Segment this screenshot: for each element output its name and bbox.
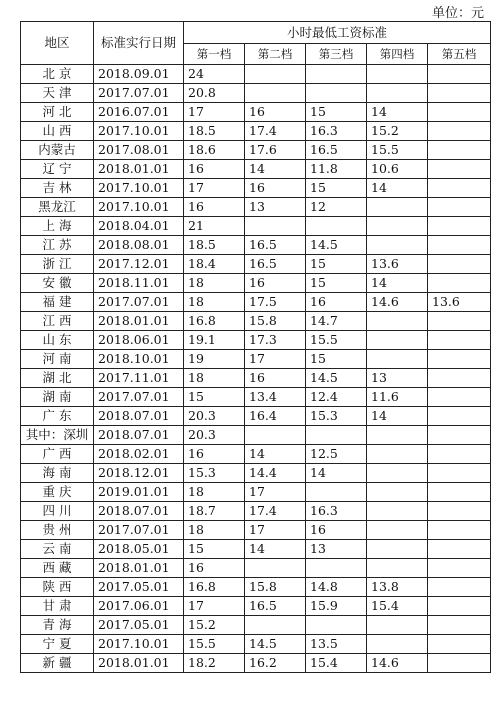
- region-cell: 福 建: [21, 293, 94, 312]
- unit-label: 单位：元: [431, 6, 484, 21]
- tier-3-cell: 16.3: [306, 122, 367, 141]
- date-cell: 2018.01.01: [94, 160, 184, 179]
- tier-1-cell: 20.3: [184, 426, 245, 445]
- region-cell: 云 南: [21, 540, 94, 559]
- region-cell: 黑龙江: [21, 198, 94, 217]
- region-cell: 吉 林: [21, 179, 94, 198]
- tier-1-cell: 16.8: [184, 312, 245, 331]
- tier-5-cell: [428, 426, 491, 445]
- tier-4-cell: [367, 236, 428, 255]
- tier-2-cell: 17.6: [245, 141, 306, 160]
- tier-1-cell: 16: [184, 198, 245, 217]
- date-cell: 2017.11.01: [94, 369, 184, 388]
- table-row: [21, 331, 491, 350]
- tier-1-cell: 19: [184, 350, 245, 369]
- table-row: [21, 407, 491, 426]
- tier-3-cell: 13: [306, 540, 367, 559]
- tier-2-cell: [245, 84, 306, 103]
- tier-2-cell: 14: [245, 540, 306, 559]
- tier-4-cell: [367, 635, 428, 654]
- table-row: [21, 198, 491, 217]
- tier-5-cell: [428, 616, 491, 635]
- region-cell: 辽 宁: [21, 160, 94, 179]
- tier-5-cell: [428, 103, 491, 122]
- table-row: [21, 350, 491, 369]
- table-row: [21, 84, 491, 103]
- date-cell: 2018.07.01: [94, 426, 184, 445]
- tier-3-cell: [306, 616, 367, 635]
- tier-5-cell: [428, 236, 491, 255]
- tier-3-cell: 16: [306, 293, 367, 312]
- tier-2-cell: 16: [245, 103, 306, 122]
- region-cell: 贵 州: [21, 521, 94, 540]
- date-cell: 2017.10.01: [94, 198, 184, 217]
- table-row: [21, 578, 491, 597]
- tier-5-cell: [428, 274, 491, 293]
- region-cell: 广 西: [21, 445, 94, 464]
- tier-4-cell: 15.4: [367, 597, 428, 616]
- tier-5-cell: [428, 502, 491, 521]
- tier-1-cell: 17: [184, 103, 245, 122]
- table-row: [21, 312, 491, 331]
- table-row: [21, 540, 491, 559]
- tier-4-cell: [367, 616, 428, 635]
- tier-1-cell: 18.6: [184, 141, 245, 160]
- date-cell: 2018.06.01: [94, 331, 184, 350]
- tier-2-cell: 15.8: [245, 578, 306, 597]
- date-cell: 2017.07.01: [94, 293, 184, 312]
- table-row: [21, 426, 491, 445]
- region-cell: 重 庆: [21, 483, 94, 502]
- tier-1-cell: 18: [184, 483, 245, 502]
- tier-4-cell: 13.6: [367, 255, 428, 274]
- tier-1-cell: 18: [184, 369, 245, 388]
- tier-3-cell: [306, 559, 367, 578]
- date-cell: 2018.11.01: [94, 274, 184, 293]
- table-row: [21, 122, 491, 141]
- region-cell: 安 徽: [21, 274, 94, 293]
- hourly-minimum-wage-table: [20, 21, 491, 673]
- tier-1-cell: 21: [184, 217, 245, 236]
- tier-3-cell: 15.9: [306, 597, 367, 616]
- tier-5-cell: [428, 350, 491, 369]
- tier-2-cell: [245, 616, 306, 635]
- region-cell: 湖 北: [21, 369, 94, 388]
- tier-5-cell: [428, 312, 491, 331]
- tier-1-cell: 15.5: [184, 635, 245, 654]
- tier-2-cell: 15.8: [245, 312, 306, 331]
- tier-4-cell: 11.6: [367, 388, 428, 407]
- tier-5-cell: [428, 597, 491, 616]
- date-cell: 2018.04.01: [94, 217, 184, 236]
- date-cell: 2018.05.01: [94, 540, 184, 559]
- date-cell: 2018.07.01: [94, 407, 184, 426]
- tier-5-cell: [428, 407, 491, 426]
- tier-3-cell: 14: [306, 464, 367, 483]
- tier-2-cell: 17: [245, 350, 306, 369]
- tier-5-cell: [428, 578, 491, 597]
- tier-5-cell: [428, 635, 491, 654]
- tier-5-cell: [428, 65, 491, 84]
- tier-1-cell: 16.8: [184, 578, 245, 597]
- tier-2-cell: 14.5: [245, 635, 306, 654]
- date-cell: 2018.01.01: [94, 654, 184, 673]
- tier-1-cell: 24: [184, 65, 245, 84]
- tier-3-cell: 12: [306, 198, 367, 217]
- tier-5-cell: [428, 198, 491, 217]
- date-cell: 2018.07.01: [94, 502, 184, 521]
- date-cell: 2018.08.01: [94, 236, 184, 255]
- tier-3-cell: [306, 217, 367, 236]
- date-cell: 2016.07.01: [94, 103, 184, 122]
- tier-5-cell: [428, 217, 491, 236]
- date-cell: 2017.07.01: [94, 521, 184, 540]
- region-cell: 其中：深圳: [21, 426, 94, 445]
- tier-2-cell: 16.5: [245, 255, 306, 274]
- tier-4-cell: 14: [367, 179, 428, 198]
- tier-5-cell: [428, 255, 491, 274]
- tier-4-cell: [367, 217, 428, 236]
- tier-4-cell: 14: [367, 407, 428, 426]
- tier-5-cell: [428, 521, 491, 540]
- tier-1-cell: 18: [184, 293, 245, 312]
- region-cell: 四 川: [21, 502, 94, 521]
- tier-1-cell: 18.2: [184, 654, 245, 673]
- tier-2-cell: 16.2: [245, 654, 306, 673]
- tier-2-cell: 17.4: [245, 122, 306, 141]
- tier-1-cell: 16: [184, 160, 245, 179]
- table-row: [21, 483, 491, 502]
- region-cell: 河 南: [21, 350, 94, 369]
- tier-5-cell: [428, 540, 491, 559]
- tier-4-cell: [367, 521, 428, 540]
- tier-5-cell: [428, 84, 491, 103]
- tier-4-cell: [367, 198, 428, 217]
- tier-4-cell: 14: [367, 274, 428, 293]
- tier-5-cell: [428, 160, 491, 179]
- region-cell: 上 海: [21, 217, 94, 236]
- header-tier-2: 第二档: [245, 44, 306, 65]
- tier-2-cell: [245, 559, 306, 578]
- tier-2-cell: 16.5: [245, 236, 306, 255]
- table-row: [21, 445, 491, 464]
- table-row: [21, 388, 491, 407]
- tier-4-cell: 13: [367, 369, 428, 388]
- tier-3-cell: 16: [306, 521, 367, 540]
- tier-4-cell: 13.8: [367, 578, 428, 597]
- tier-4-cell: [367, 464, 428, 483]
- tier-1-cell: 18.7: [184, 502, 245, 521]
- table-row: [21, 654, 491, 673]
- tier-1-cell: 18: [184, 274, 245, 293]
- region-cell: 江 苏: [21, 236, 94, 255]
- tier-2-cell: 17: [245, 483, 306, 502]
- tier-3-cell: 14.7: [306, 312, 367, 331]
- tier-3-cell: [306, 65, 367, 84]
- table-row: [21, 179, 491, 198]
- date-cell: 2018.12.01: [94, 464, 184, 483]
- tier-1-cell: 17: [184, 179, 245, 198]
- tier-4-cell: [367, 559, 428, 578]
- tier-2-cell: [245, 65, 306, 84]
- tier-3-cell: [306, 483, 367, 502]
- tier-3-cell: [306, 84, 367, 103]
- tier-3-cell: 13.5: [306, 635, 367, 654]
- tier-3-cell: 15: [306, 255, 367, 274]
- date-cell: 2018.02.01: [94, 445, 184, 464]
- table-row: [21, 103, 491, 122]
- region-cell: 北 京: [21, 65, 94, 84]
- tier-4-cell: 15.5: [367, 141, 428, 160]
- tier-2-cell: 17: [245, 521, 306, 540]
- tier-1-cell: 15.2: [184, 616, 245, 635]
- tier-3-cell: 12.5: [306, 445, 367, 464]
- tier-4-cell: [367, 426, 428, 445]
- table-row: [21, 502, 491, 521]
- tier-4-cell: 10.6: [367, 160, 428, 179]
- region-cell: 山 东: [21, 331, 94, 350]
- region-cell: 湖 南: [21, 388, 94, 407]
- tier-4-cell: [367, 350, 428, 369]
- tier-4-cell: [367, 483, 428, 502]
- tier-2-cell: 16: [245, 179, 306, 198]
- table-row: [21, 293, 491, 312]
- tier-3-cell: 15.5: [306, 331, 367, 350]
- tier-3-cell: 15: [306, 179, 367, 198]
- region-cell: 新 疆: [21, 654, 94, 673]
- tier-5-cell: [428, 369, 491, 388]
- table-row: [21, 616, 491, 635]
- date-cell: 2017.06.01: [94, 597, 184, 616]
- date-cell: 2017.05.01: [94, 616, 184, 635]
- date-cell: 2018.10.01: [94, 350, 184, 369]
- tier-2-cell: 17.5: [245, 293, 306, 312]
- tier-2-cell: 13: [245, 198, 306, 217]
- tier-2-cell: 13.4: [245, 388, 306, 407]
- tier-3-cell: 14.5: [306, 236, 367, 255]
- tier-1-cell: 18: [184, 521, 245, 540]
- region-cell: 海 南: [21, 464, 94, 483]
- header-tier-3: 第三档: [306, 44, 367, 65]
- tier-4-cell: [367, 65, 428, 84]
- tier-2-cell: 14.4: [245, 464, 306, 483]
- tier-5-cell: [428, 559, 491, 578]
- tier-1-cell: 15: [184, 388, 245, 407]
- tier-1-cell: 18.4: [184, 255, 245, 274]
- date-cell: 2017.10.01: [94, 122, 184, 141]
- tier-5-cell: [428, 331, 491, 350]
- tier-5-cell: [428, 654, 491, 673]
- tier-1-cell: 20.3: [184, 407, 245, 426]
- region-cell: 陕 西: [21, 578, 94, 597]
- tier-4-cell: 14: [367, 103, 428, 122]
- tier-1-cell: 17: [184, 597, 245, 616]
- tier-4-cell: [367, 312, 428, 331]
- tier-3-cell: [306, 426, 367, 445]
- tier-1-cell: 16: [184, 559, 245, 578]
- tier-5-cell: [428, 464, 491, 483]
- region-cell: 内蒙古: [21, 141, 94, 160]
- tier-4-cell: 14.6: [367, 293, 428, 312]
- tier-4-cell: [367, 331, 428, 350]
- tier-3-cell: 15.3: [306, 407, 367, 426]
- tier-5-cell: [428, 388, 491, 407]
- header-tier-4: 第四档: [367, 44, 428, 65]
- region-cell: 青 海: [21, 616, 94, 635]
- region-cell: 广 东: [21, 407, 94, 426]
- header-tier-5: 第五档: [428, 44, 491, 65]
- tier-1-cell: 15: [184, 540, 245, 559]
- table-row: [21, 464, 491, 483]
- tier-2-cell: 16: [245, 274, 306, 293]
- header-tier-1: 第一档: [184, 44, 245, 65]
- tier-1-cell: 18.5: [184, 236, 245, 255]
- tier-4-cell: [367, 84, 428, 103]
- tier-4-cell: [367, 502, 428, 521]
- table-row: [21, 597, 491, 616]
- tier-2-cell: 16.5: [245, 597, 306, 616]
- tier-3-cell: 15: [306, 350, 367, 369]
- date-cell: 2018.01.01: [94, 559, 184, 578]
- tier-4-cell: [367, 540, 428, 559]
- tier-1-cell: 19.1: [184, 331, 245, 350]
- table-row: [21, 65, 491, 84]
- tier-1-cell: 15.3: [184, 464, 245, 483]
- tier-2-cell: 16.4: [245, 407, 306, 426]
- table-row: [21, 160, 491, 179]
- date-cell: 2017.07.01: [94, 84, 184, 103]
- tier-4-cell: 15.2: [367, 122, 428, 141]
- region-cell: 河 北: [21, 103, 94, 122]
- tier-3-cell: 11.8: [306, 160, 367, 179]
- table-row: [21, 255, 491, 274]
- tier-3-cell: 14.8: [306, 578, 367, 597]
- tier-5-cell: [428, 445, 491, 464]
- tier-1-cell: 20.8: [184, 84, 245, 103]
- region-cell: 西 藏: [21, 559, 94, 578]
- date-cell: 2017.12.01: [94, 255, 184, 274]
- header-hourly: 小时最低工资标准: [184, 22, 491, 44]
- table-row: [21, 369, 491, 388]
- region-cell: 甘 肃: [21, 597, 94, 616]
- region-cell: 天 津: [21, 84, 94, 103]
- header-region: 地区: [21, 22, 94, 65]
- region-cell: 山 西: [21, 122, 94, 141]
- date-cell: 2017.08.01: [94, 141, 184, 160]
- header-row-1: [21, 22, 491, 44]
- tier-3-cell: 15: [306, 103, 367, 122]
- table-row: [21, 141, 491, 160]
- tier-2-cell: 14: [245, 445, 306, 464]
- tier-4-cell: 14.6: [367, 654, 428, 673]
- tier-2-cell: 17.3: [245, 331, 306, 350]
- tier-4-cell: [367, 445, 428, 464]
- date-cell: 2017.10.01: [94, 179, 184, 198]
- table-row: [21, 635, 491, 654]
- date-cell: 2019.01.01: [94, 483, 184, 502]
- table-row: [21, 217, 491, 236]
- tier-2-cell: 17.4: [245, 502, 306, 521]
- tier-2-cell: [245, 426, 306, 445]
- table-row: [21, 521, 491, 540]
- date-cell: 2018.09.01: [94, 65, 184, 84]
- tier-5-cell: [428, 122, 491, 141]
- tier-2-cell: [245, 217, 306, 236]
- table-row: [21, 559, 491, 578]
- tier-5-cell: [428, 483, 491, 502]
- date-cell: 2017.10.01: [94, 635, 184, 654]
- region-cell: 江 西: [21, 312, 94, 331]
- tier-3-cell: 15.4: [306, 654, 367, 673]
- tier-5-cell: 13.6: [428, 293, 491, 312]
- header-date: 标准实行日期: [94, 22, 184, 65]
- date-cell: 2017.05.01: [94, 578, 184, 597]
- table-row: [21, 236, 491, 255]
- region-cell: 宁 夏: [21, 635, 94, 654]
- tier-3-cell: 15: [306, 274, 367, 293]
- tier-3-cell: 14.5: [306, 369, 367, 388]
- tier-2-cell: 14: [245, 160, 306, 179]
- table-row: [21, 274, 491, 293]
- tier-1-cell: 18.5: [184, 122, 245, 141]
- tier-3-cell: 12.4: [306, 388, 367, 407]
- region-cell: 浙 江: [21, 255, 94, 274]
- tier-1-cell: 16: [184, 445, 245, 464]
- tier-2-cell: 16: [245, 369, 306, 388]
- tier-3-cell: 16.3: [306, 502, 367, 521]
- tier-5-cell: [428, 141, 491, 160]
- tier-3-cell: 16.5: [306, 141, 367, 160]
- tier-5-cell: [428, 179, 491, 198]
- date-cell: 2017.07.01: [94, 388, 184, 407]
- date-cell: 2018.01.01: [94, 312, 184, 331]
